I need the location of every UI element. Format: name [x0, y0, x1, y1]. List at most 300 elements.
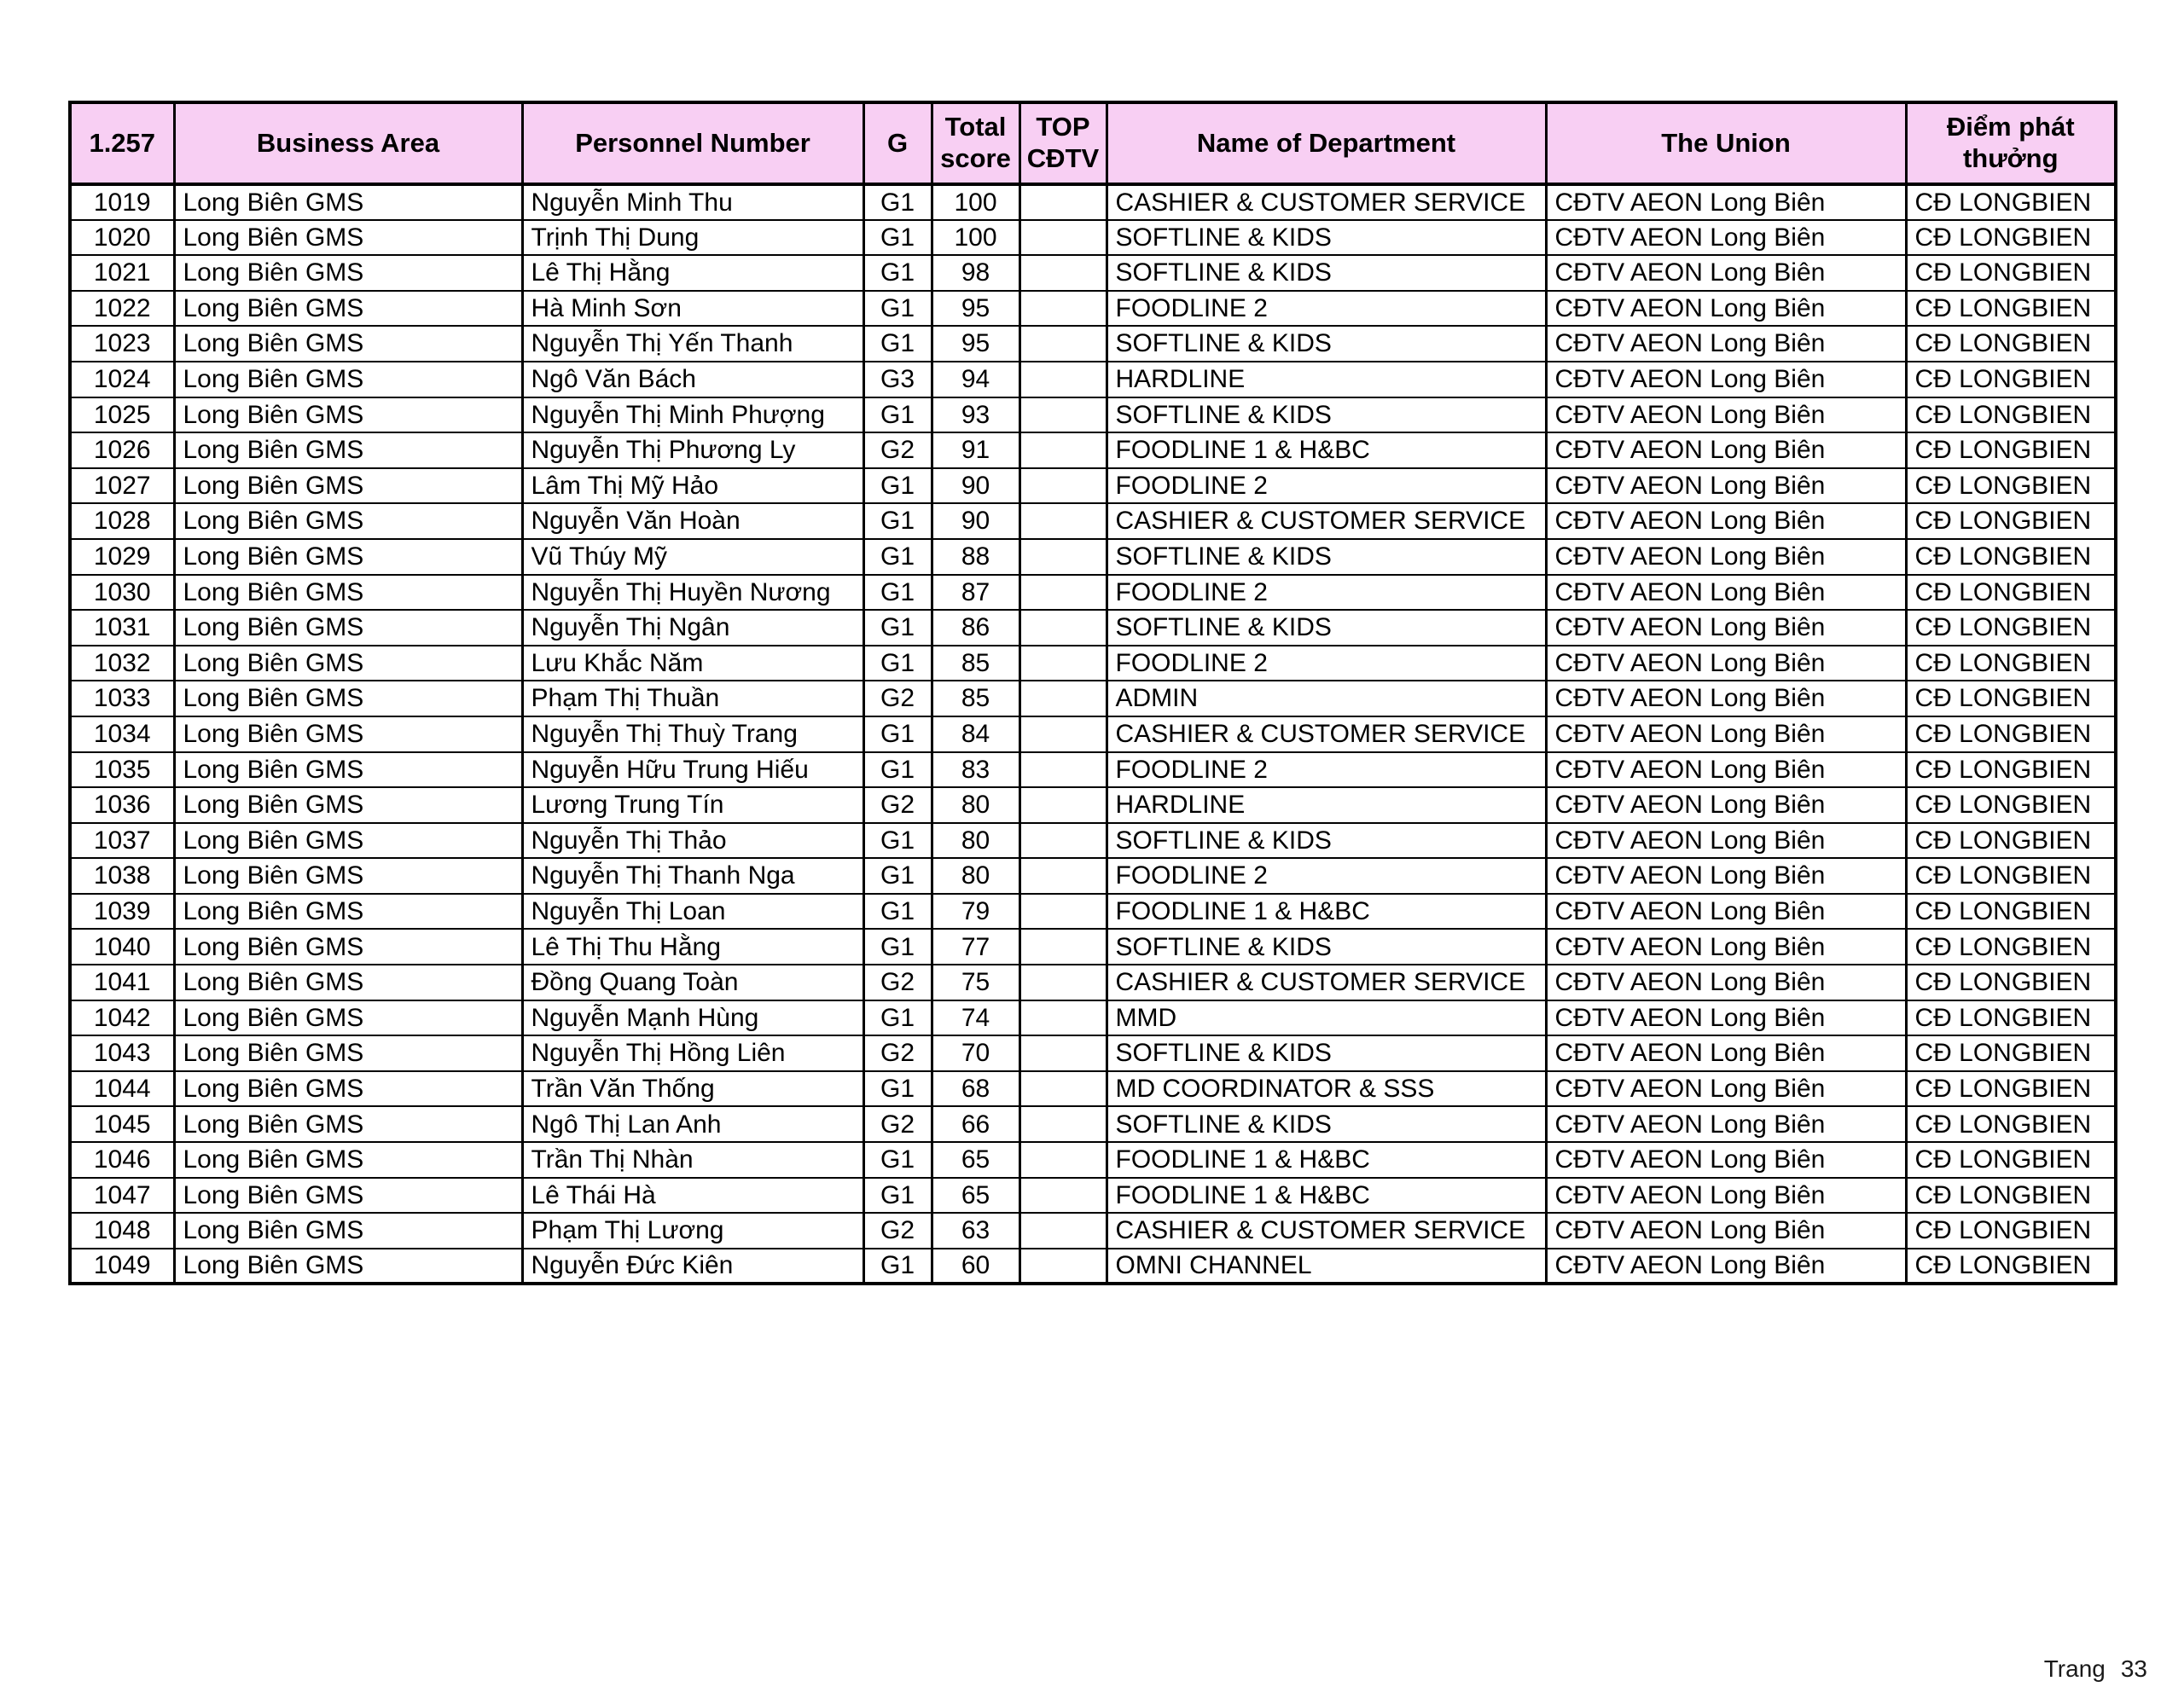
table-row: [70, 894, 2116, 930]
cell-personnel-name: Ngô Thị Lan Anh: [522, 1106, 863, 1142]
cell-business-area: Long Biên GMS: [174, 503, 522, 539]
cell-grade: G1: [863, 255, 932, 291]
cell-grade: G1: [863, 1178, 932, 1214]
cell-union: CĐTV AEON Long Biên: [1546, 575, 1906, 611]
table-row: [70, 1035, 2116, 1071]
cell-business-area: Long Biên GMS: [174, 397, 522, 433]
table-header-row: [70, 102, 2116, 184]
cell-grade: G1: [863, 539, 932, 575]
cell-grade: G1: [863, 468, 932, 504]
cell-personnel-name: Nguyễn Thị Hồng Liên: [522, 1035, 863, 1071]
cell-department: CASHIER & CUSTOMER SERVICE: [1107, 716, 1546, 752]
cell-reward: CĐ LONGBIEN: [1906, 220, 2116, 256]
cell-department: SOFTLINE & KIDS: [1107, 220, 1546, 256]
table-row: [70, 1106, 2116, 1142]
cell-top-cdtv: [1019, 858, 1107, 894]
cell-personnel-name: Hà Minh Sơn: [522, 291, 863, 327]
cell-union: CĐTV AEON Long Biên: [1546, 397, 1906, 433]
cell-business-area: Long Biên GMS: [174, 1071, 522, 1107]
cell-department: OMNI CHANNEL: [1107, 1249, 1546, 1284]
cell-union: CĐTV AEON Long Biên: [1546, 1178, 1906, 1214]
cell-row-number: 1044: [70, 1071, 174, 1107]
cell-union: CĐTV AEON Long Biên: [1546, 965, 1906, 1000]
cell-grade: G2: [863, 787, 932, 823]
table-row: [70, 1142, 2116, 1178]
cell-top-cdtv: [1019, 716, 1107, 752]
cell-row-number: 1025: [70, 397, 174, 433]
cell-union: CĐTV AEON Long Biên: [1546, 503, 1906, 539]
cell-total-score: 91: [932, 432, 1019, 468]
cell-top-cdtv: [1019, 787, 1107, 823]
cell-business-area: Long Biên GMS: [174, 1000, 522, 1036]
cell-personnel-name: Phạm Thị Lương: [522, 1213, 863, 1249]
cell-department: FOODLINE 1 & H&BC: [1107, 1142, 1546, 1178]
cell-grade: G2: [863, 1106, 932, 1142]
table-row: [70, 291, 2116, 327]
cell-union: CĐTV AEON Long Biên: [1546, 468, 1906, 504]
cell-top-cdtv: [1019, 1213, 1107, 1249]
cell-reward: CĐ LONGBIEN: [1906, 858, 2116, 894]
cell-union: CĐTV AEON Long Biên: [1546, 432, 1906, 468]
table-row: [70, 432, 2116, 468]
cell-business-area: Long Biên GMS: [174, 894, 522, 930]
cell-row-number: 1035: [70, 752, 174, 788]
cell-row-number: 1020: [70, 220, 174, 256]
cell-total-score: 74: [932, 1000, 1019, 1036]
header-count: 1.257: [70, 102, 174, 184]
cell-union: CĐTV AEON Long Biên: [1546, 1213, 1906, 1249]
cell-business-area: Long Biên GMS: [174, 220, 522, 256]
table-row: [70, 1249, 2116, 1284]
cell-row-number: 1027: [70, 468, 174, 504]
cell-grade: G1: [863, 1071, 932, 1107]
cell-reward: CĐ LONGBIEN: [1906, 787, 2116, 823]
cell-personnel-name: Lê Thị Thu Hằng: [522, 929, 863, 965]
cell-reward: CĐ LONGBIEN: [1906, 965, 2116, 1000]
cell-personnel-name: Vũ Thúy Mỹ: [522, 539, 863, 575]
cell-row-number: 1024: [70, 362, 174, 397]
cell-business-area: Long Biên GMS: [174, 1142, 522, 1178]
header-top-cdtv: TOP CĐTV: [1019, 102, 1107, 184]
cell-row-number: 1022: [70, 291, 174, 327]
cell-grade: G1: [863, 1249, 932, 1284]
cell-reward: CĐ LONGBIEN: [1906, 539, 2116, 575]
cell-reward: CĐ LONGBIEN: [1906, 681, 2116, 716]
cell-row-number: 1033: [70, 681, 174, 716]
cell-top-cdtv: [1019, 362, 1107, 397]
cell-total-score: 80: [932, 823, 1019, 859]
cell-reward: CĐ LONGBIEN: [1906, 468, 2116, 504]
cell-union: CĐTV AEON Long Biên: [1546, 255, 1906, 291]
cell-top-cdtv: [1019, 255, 1107, 291]
cell-row-number: 1036: [70, 787, 174, 823]
cell-top-cdtv: [1019, 539, 1107, 575]
cell-reward: CĐ LONGBIEN: [1906, 291, 2116, 327]
cell-top-cdtv: [1019, 1178, 1107, 1214]
cell-grade: G1: [863, 858, 932, 894]
table-row: [70, 646, 2116, 681]
cell-top-cdtv: [1019, 326, 1107, 362]
cell-department: FOODLINE 2: [1107, 858, 1546, 894]
table-row: [70, 575, 2116, 611]
cell-grade: G1: [863, 1142, 932, 1178]
table-row: [70, 1178, 2116, 1214]
cell-grade: G1: [863, 646, 932, 681]
cell-top-cdtv: [1019, 503, 1107, 539]
cell-union: CĐTV AEON Long Biên: [1546, 681, 1906, 716]
cell-business-area: Long Biên GMS: [174, 646, 522, 681]
cell-grade: G1: [863, 575, 932, 611]
cell-total-score: 90: [932, 503, 1019, 539]
cell-department: HARDLINE: [1107, 787, 1546, 823]
cell-business-area: Long Biên GMS: [174, 610, 522, 646]
header-total-score: Total score: [932, 102, 1019, 184]
header-reward: [1906, 102, 2116, 184]
cell-top-cdtv: [1019, 468, 1107, 504]
cell-row-number: 1034: [70, 716, 174, 752]
cell-reward: CĐ LONGBIEN: [1906, 1142, 2116, 1178]
cell-department: SOFTLINE & KIDS: [1107, 929, 1546, 965]
cell-top-cdtv: [1019, 1106, 1107, 1142]
table-row: [70, 468, 2116, 504]
cell-department: SOFTLINE & KIDS: [1107, 397, 1546, 433]
cell-union: CĐTV AEON Long Biên: [1546, 858, 1906, 894]
cell-top-cdtv: [1019, 575, 1107, 611]
cell-union: CĐTV AEON Long Biên: [1546, 610, 1906, 646]
cell-union: CĐTV AEON Long Biên: [1546, 894, 1906, 930]
cell-personnel-name: Nguyễn Thị Minh Phượng: [522, 397, 863, 433]
cell-reward: CĐ LONGBIEN: [1906, 397, 2116, 433]
cell-grade: G2: [863, 1035, 932, 1071]
cell-department: SOFTLINE & KIDS: [1107, 326, 1546, 362]
cell-business-area: Long Biên GMS: [174, 326, 522, 362]
cell-department: CASHIER & CUSTOMER SERVICE: [1107, 1213, 1546, 1249]
cell-personnel-name: Nguyễn Thị Thuỳ Trang: [522, 716, 863, 752]
cell-row-number: 1037: [70, 823, 174, 859]
cell-top-cdtv: [1019, 929, 1107, 965]
cell-department: FOODLINE 2: [1107, 752, 1546, 788]
cell-union: CĐTV AEON Long Biên: [1546, 1249, 1906, 1284]
cell-department: CASHIER & CUSTOMER SERVICE: [1107, 184, 1546, 220]
cell-row-number: 1028: [70, 503, 174, 539]
cell-row-number: 1048: [70, 1213, 174, 1249]
cell-top-cdtv: [1019, 184, 1107, 220]
cell-total-score: 100: [932, 184, 1019, 220]
table-row: [70, 503, 2116, 539]
cell-business-area: Long Biên GMS: [174, 291, 522, 327]
cell-department: SOFTLINE & KIDS: [1107, 823, 1546, 859]
cell-department: SOFTLINE & KIDS: [1107, 1035, 1546, 1071]
table-row: [70, 539, 2116, 575]
cell-business-area: Long Biên GMS: [174, 432, 522, 468]
cell-union: CĐTV AEON Long Biên: [1546, 646, 1906, 681]
cell-top-cdtv: [1019, 752, 1107, 788]
cell-department: SOFTLINE & KIDS: [1107, 1106, 1546, 1142]
cell-total-score: 79: [932, 894, 1019, 930]
header-g: G: [863, 102, 932, 184]
cell-reward: CĐ LONGBIEN: [1906, 1178, 2116, 1214]
cell-personnel-name: Lê Thị Hằng: [522, 255, 863, 291]
cell-personnel-name: Nguyễn Văn Hoàn: [522, 503, 863, 539]
cell-reward: CĐ LONGBIEN: [1906, 1035, 2116, 1071]
cell-grade: G1: [863, 823, 932, 859]
cell-business-area: Long Biên GMS: [174, 1178, 522, 1214]
cell-total-score: 77: [932, 929, 1019, 965]
cell-department: FOODLINE 1 & H&BC: [1107, 432, 1546, 468]
cell-personnel-name: Nguyễn Minh Thu: [522, 184, 863, 220]
cell-grade: G2: [863, 432, 932, 468]
cell-union: CĐTV AEON Long Biên: [1546, 539, 1906, 575]
cell-total-score: 83: [932, 752, 1019, 788]
cell-business-area: Long Biên GMS: [174, 823, 522, 859]
cell-total-score: 95: [932, 326, 1019, 362]
cell-business-area: Long Biên GMS: [174, 681, 522, 716]
cell-business-area: Long Biên GMS: [174, 787, 522, 823]
cell-row-number: 1040: [70, 929, 174, 965]
cell-business-area: Long Biên GMS: [174, 716, 522, 752]
cell-top-cdtv: [1019, 1071, 1107, 1107]
cell-business-area: Long Biên GMS: [174, 362, 522, 397]
cell-total-score: 65: [932, 1142, 1019, 1178]
cell-top-cdtv: [1019, 681, 1107, 716]
cell-top-cdtv: [1019, 894, 1107, 930]
cell-reward: CĐ LONGBIEN: [1906, 184, 2116, 220]
header-business-area: Business Area: [174, 102, 522, 184]
cell-reward: CĐ LONGBIEN: [1906, 575, 2116, 611]
cell-business-area: Long Biên GMS: [174, 539, 522, 575]
cell-total-score: 63: [932, 1213, 1019, 1249]
cell-grade: G2: [863, 1213, 932, 1249]
cell-total-score: 68: [932, 1071, 1019, 1107]
cell-row-number: 1019: [70, 184, 174, 220]
table-row: [70, 184, 2116, 220]
cell-department: SOFTLINE & KIDS: [1107, 610, 1546, 646]
cell-grade: G1: [863, 716, 932, 752]
table-row: [70, 716, 2116, 752]
cell-top-cdtv: [1019, 432, 1107, 468]
cell-row-number: 1031: [70, 610, 174, 646]
table-row: [70, 681, 2116, 716]
cell-department: FOODLINE 2: [1107, 291, 1546, 327]
header-department: Name of Department: [1107, 102, 1546, 184]
cell-reward: CĐ LONGBIEN: [1906, 503, 2116, 539]
table-row: [70, 362, 2116, 397]
cell-business-area: Long Biên GMS: [174, 1035, 522, 1071]
cell-reward: CĐ LONGBIEN: [1906, 894, 2116, 930]
cell-personnel-name: Trần Thị Nhàn: [522, 1142, 863, 1178]
cell-grade: G1: [863, 752, 932, 788]
cell-personnel-name: Đồng Quang Toàn: [522, 965, 863, 1000]
cell-union: CĐTV AEON Long Biên: [1546, 1106, 1906, 1142]
cell-total-score: 85: [932, 646, 1019, 681]
cell-reward: CĐ LONGBIEN: [1906, 929, 2116, 965]
cell-union: CĐTV AEON Long Biên: [1546, 929, 1906, 965]
table-row: [70, 858, 2116, 894]
cell-total-score: 88: [932, 539, 1019, 575]
cell-personnel-name: Nguyễn Thị Yến Thanh: [522, 326, 863, 362]
cell-grade: G1: [863, 397, 932, 433]
table-row: [70, 929, 2116, 965]
cell-grade: G1: [863, 326, 932, 362]
table-row: [70, 1000, 2116, 1036]
cell-union: CĐTV AEON Long Biên: [1546, 752, 1906, 788]
cell-personnel-name: Nguyễn Hữu Trung Hiếu: [522, 752, 863, 788]
header-reward-text: Điểm phát thưởng: [1946, 112, 2075, 173]
cell-row-number: 1038: [70, 858, 174, 894]
cell-row-number: 1032: [70, 646, 174, 681]
cell-row-number: 1047: [70, 1178, 174, 1214]
cell-reward: CĐ LONGBIEN: [1906, 1213, 2116, 1249]
cell-grade: G1: [863, 220, 932, 256]
table-row: [70, 1071, 2116, 1107]
cell-row-number: 1042: [70, 1000, 174, 1036]
cell-personnel-name: Trịnh Thị Dung: [522, 220, 863, 256]
page-number-label: Trang: [2043, 1655, 2106, 1682]
cell-top-cdtv: [1019, 646, 1107, 681]
page-number-value: 33: [2120, 1655, 2147, 1682]
cell-union: CĐTV AEON Long Biên: [1546, 1071, 1906, 1107]
cell-total-score: 93: [932, 397, 1019, 433]
cell-business-area: Long Biên GMS: [174, 858, 522, 894]
cell-business-area: Long Biên GMS: [174, 1106, 522, 1142]
cell-row-number: 1043: [70, 1035, 174, 1071]
cell-row-number: 1045: [70, 1106, 174, 1142]
cell-personnel-name: Nguyễn Mạnh Hùng: [522, 1000, 863, 1036]
cell-grade: G1: [863, 503, 932, 539]
table-row: [70, 787, 2116, 823]
cell-personnel-name: Lê Thái Hà: [522, 1178, 863, 1214]
cell-reward: CĐ LONGBIEN: [1906, 752, 2116, 788]
cell-total-score: 66: [932, 1106, 1019, 1142]
cell-personnel-name: Ngô Văn Bách: [522, 362, 863, 397]
table-row: [70, 220, 2116, 256]
cell-department: FOODLINE 2: [1107, 575, 1546, 611]
cell-personnel-name: Nguyễn Thị Phương Ly: [522, 432, 863, 468]
cell-reward: CĐ LONGBIEN: [1906, 1249, 2116, 1284]
cell-row-number: 1041: [70, 965, 174, 1000]
cell-total-score: 65: [932, 1178, 1019, 1214]
cell-top-cdtv: [1019, 1142, 1107, 1178]
cell-business-area: Long Biên GMS: [174, 1249, 522, 1284]
header-personnel-number: Personnel Number: [522, 102, 863, 184]
cell-total-score: 94: [932, 362, 1019, 397]
cell-row-number: 1030: [70, 575, 174, 611]
cell-union: CĐTV AEON Long Biên: [1546, 787, 1906, 823]
cell-top-cdtv: [1019, 1249, 1107, 1284]
cell-grade: G1: [863, 291, 932, 327]
cell-top-cdtv: [1019, 610, 1107, 646]
table-row: [70, 752, 2116, 788]
cell-total-score: 70: [932, 1035, 1019, 1071]
cell-total-score: 80: [932, 858, 1019, 894]
cell-department: FOODLINE 2: [1107, 468, 1546, 504]
cell-top-cdtv: [1019, 397, 1107, 433]
cell-department: FOODLINE 2: [1107, 646, 1546, 681]
cell-union: CĐTV AEON Long Biên: [1546, 716, 1906, 752]
cell-personnel-name: Nguyễn Thị Thanh Nga: [522, 858, 863, 894]
cell-total-score: 90: [932, 468, 1019, 504]
cell-reward: CĐ LONGBIEN: [1906, 432, 2116, 468]
cell-row-number: 1039: [70, 894, 174, 930]
cell-reward: CĐ LONGBIEN: [1906, 610, 2116, 646]
cell-row-number: 1023: [70, 326, 174, 362]
cell-department: CASHIER & CUSTOMER SERVICE: [1107, 965, 1546, 1000]
cell-personnel-name: Nguyễn Đức Kiên: [522, 1249, 863, 1284]
cell-total-score: 80: [932, 787, 1019, 823]
cell-union: CĐTV AEON Long Biên: [1546, 1142, 1906, 1178]
cell-department: ADMIN: [1107, 681, 1546, 716]
cell-department: HARDLINE: [1107, 362, 1546, 397]
page-number: [2044, 1655, 2147, 1683]
cell-department: MMD: [1107, 1000, 1546, 1036]
cell-grade: G1: [863, 929, 932, 965]
table-row: [70, 397, 2116, 433]
cell-total-score: 86: [932, 610, 1019, 646]
cell-total-score: 98: [932, 255, 1019, 291]
cell-personnel-name: Nguyễn Thị Ngân: [522, 610, 863, 646]
cell-business-area: Long Biên GMS: [174, 929, 522, 965]
cell-total-score: 85: [932, 681, 1019, 716]
cell-grade: G2: [863, 965, 932, 1000]
cell-union: CĐTV AEON Long Biên: [1546, 184, 1906, 220]
header-union: The Union: [1546, 102, 1906, 184]
personnel-score-table: [68, 101, 2117, 1285]
cell-row-number: 1021: [70, 255, 174, 291]
cell-personnel-name: Nguyễn Thị Thảo: [522, 823, 863, 859]
cell-row-number: 1049: [70, 1249, 174, 1284]
cell-total-score: 100: [932, 220, 1019, 256]
cell-top-cdtv: [1019, 965, 1107, 1000]
table-row: [70, 255, 2116, 291]
table-row: [70, 965, 2116, 1000]
cell-grade: G1: [863, 894, 932, 930]
table-body: [70, 184, 2116, 1284]
cell-total-score: 60: [932, 1249, 1019, 1284]
cell-personnel-name: Phạm Thị Thuần: [522, 681, 863, 716]
cell-top-cdtv: [1019, 823, 1107, 859]
cell-reward: CĐ LONGBIEN: [1906, 646, 2116, 681]
cell-reward: CĐ LONGBIEN: [1906, 716, 2116, 752]
cell-business-area: Long Biên GMS: [174, 752, 522, 788]
cell-personnel-name: Nguyễn Thị Loan: [522, 894, 863, 930]
cell-row-number: 1029: [70, 539, 174, 575]
cell-department: FOODLINE 1 & H&BC: [1107, 1178, 1546, 1214]
cell-union: CĐTV AEON Long Biên: [1546, 362, 1906, 397]
cell-grade: G1: [863, 610, 932, 646]
cell-total-score: 75: [932, 965, 1019, 1000]
cell-grade: G2: [863, 681, 932, 716]
cell-union: CĐTV AEON Long Biên: [1546, 291, 1906, 327]
cell-reward: CĐ LONGBIEN: [1906, 823, 2116, 859]
cell-reward: CĐ LONGBIEN: [1906, 1071, 2116, 1107]
cell-union: CĐTV AEON Long Biên: [1546, 823, 1906, 859]
table-row: [70, 1213, 2116, 1249]
cell-department: MD COORDINATOR & SSS: [1107, 1071, 1546, 1107]
cell-department: FOODLINE 1 & H&BC: [1107, 894, 1546, 930]
cell-row-number: 1026: [70, 432, 174, 468]
cell-total-score: 87: [932, 575, 1019, 611]
cell-business-area: Long Biên GMS: [174, 965, 522, 1000]
cell-reward: CĐ LONGBIEN: [1906, 1106, 2116, 1142]
cell-top-cdtv: [1019, 1000, 1107, 1036]
cell-business-area: Long Biên GMS: [174, 184, 522, 220]
cell-top-cdtv: [1019, 291, 1107, 327]
cell-business-area: Long Biên GMS: [174, 255, 522, 291]
cell-department: SOFTLINE & KIDS: [1107, 255, 1546, 291]
cell-reward: CĐ LONGBIEN: [1906, 255, 2116, 291]
cell-reward: CĐ LONGBIEN: [1906, 1000, 2116, 1036]
table-row: [70, 610, 2116, 646]
